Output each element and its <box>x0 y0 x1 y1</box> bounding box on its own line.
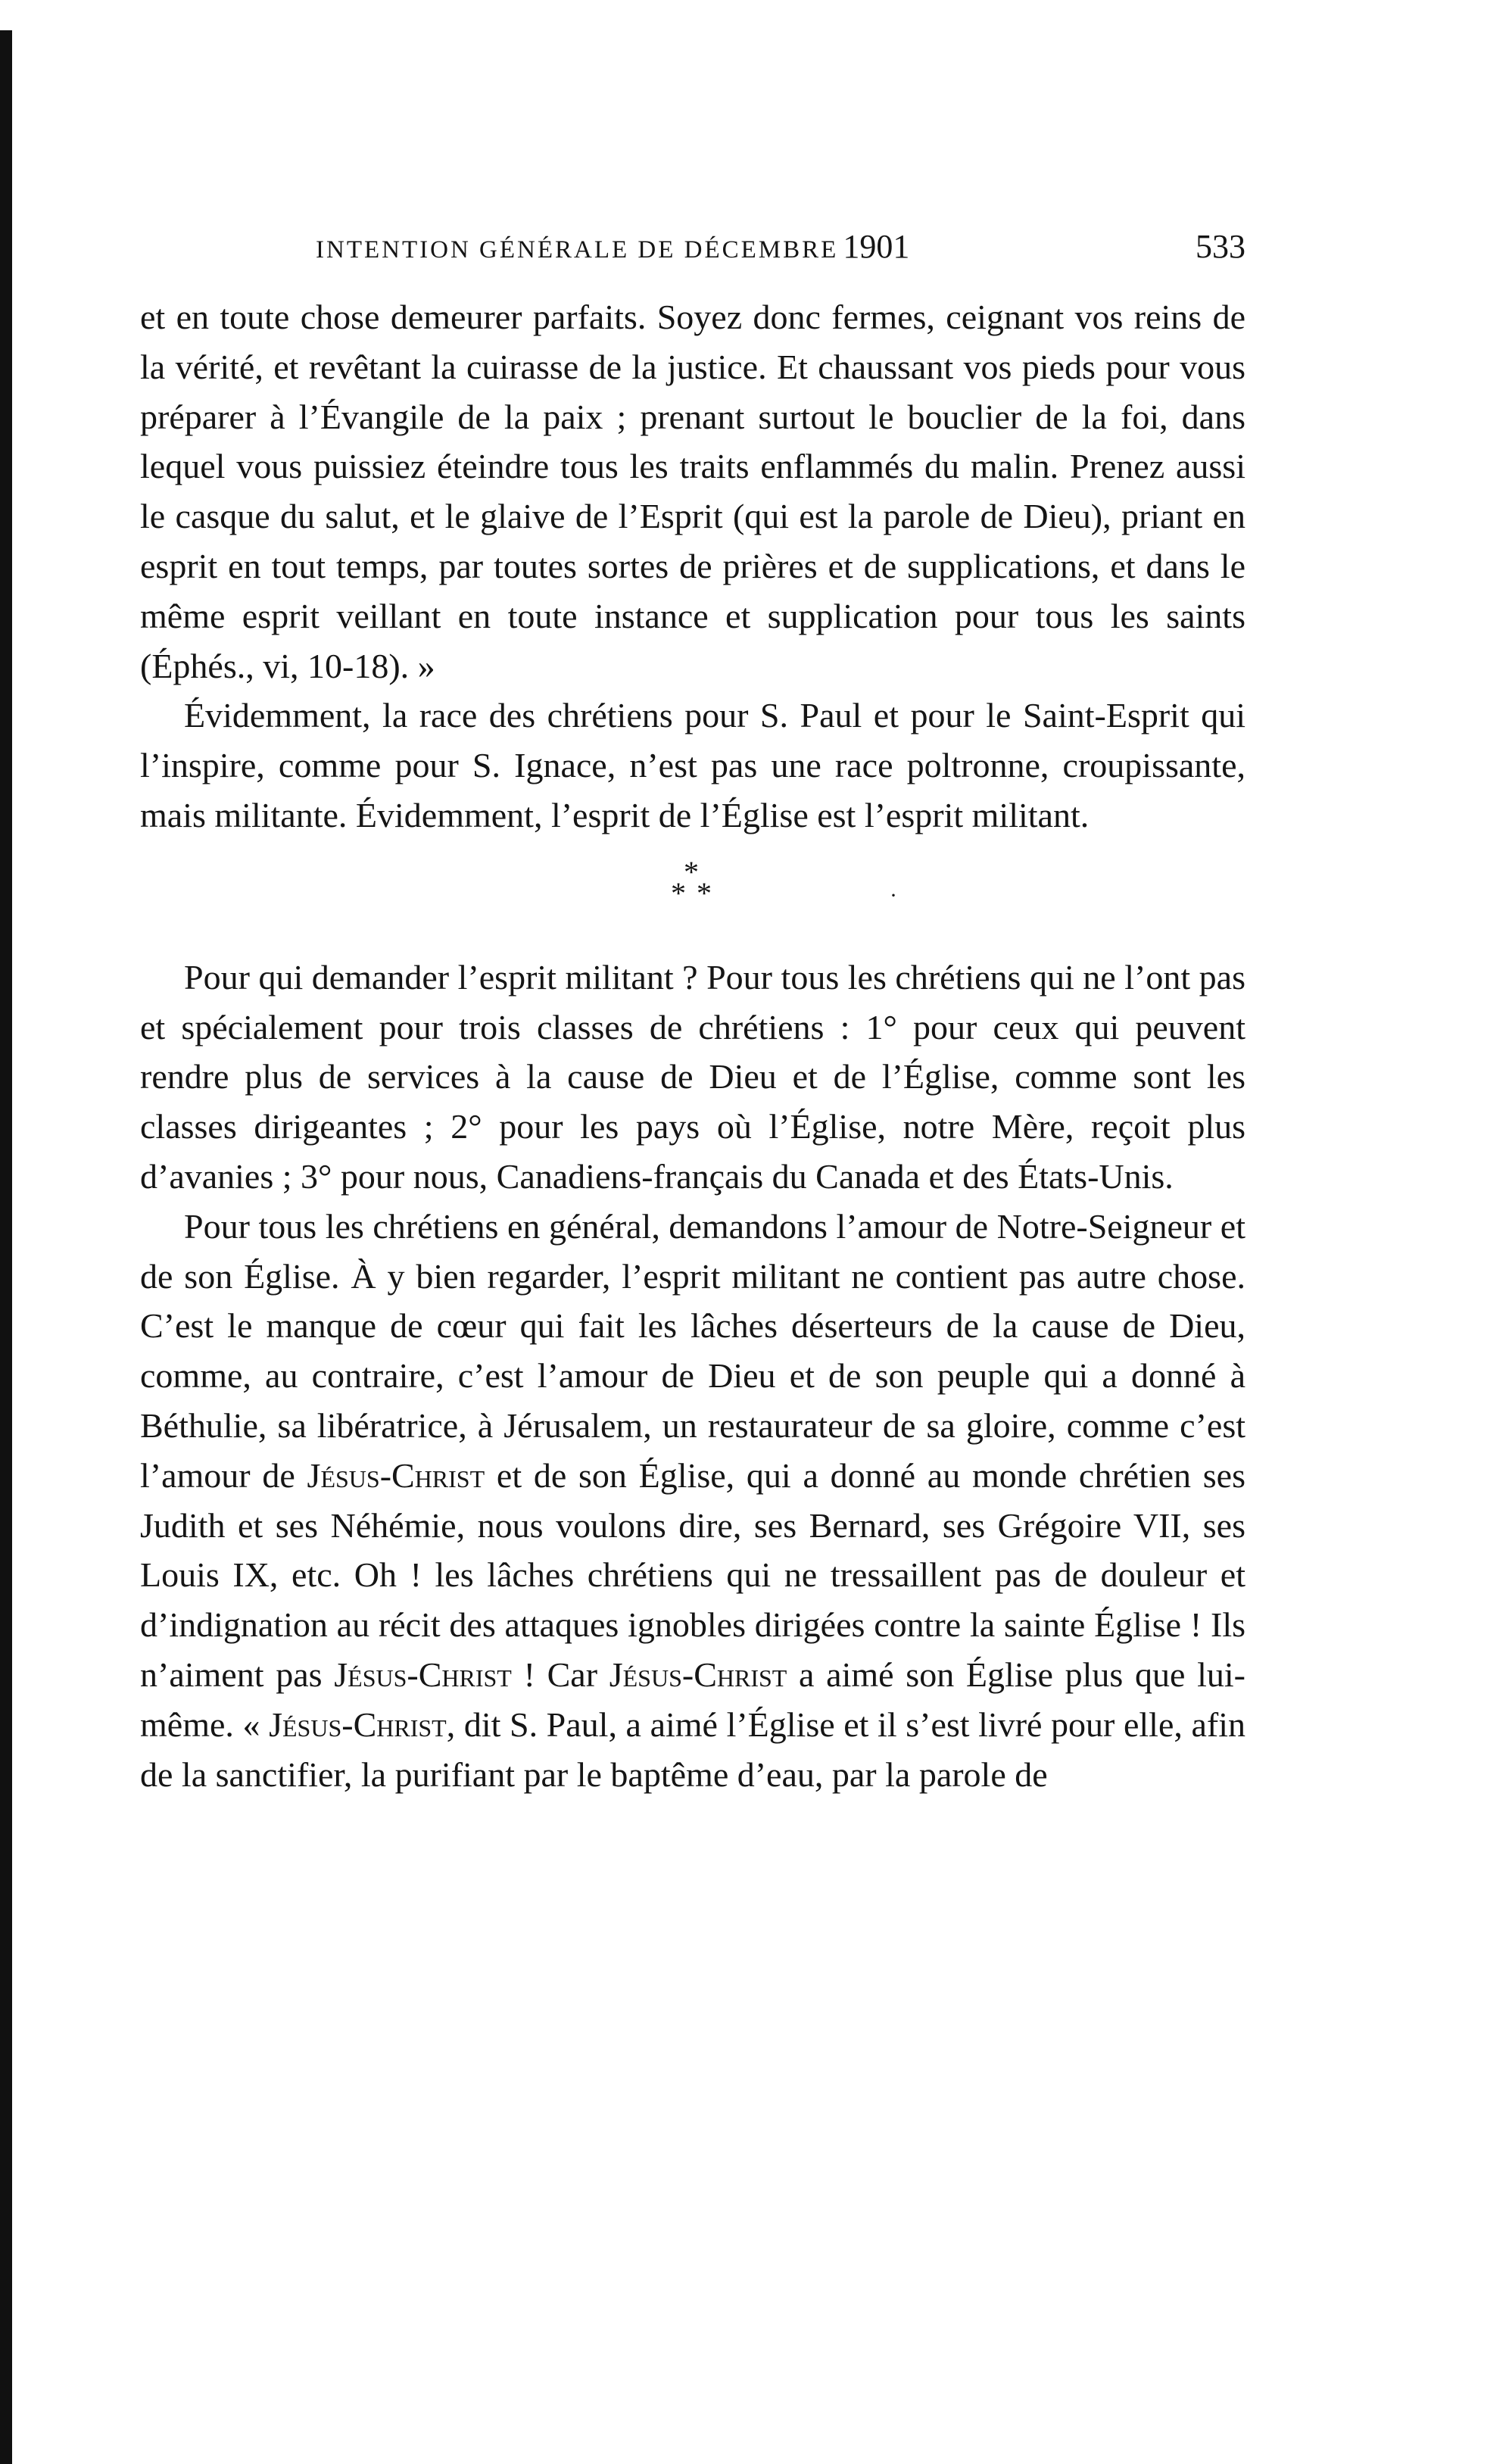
asterism-star-left: * <box>671 875 686 910</box>
text-run: et de son Église, qui a donné au monde chrétien ses Judith et ses Néhémie, nous voulons dire, ses Bernard, ses Grégoire VII, ses Louis IX, etc. Oh ! les lâches chrétiens qui ne tressaillent pas de douleur et d’indignation au récit des attaques ignobles dirigées contre la sainte Église ! Ils n’aiment pas <box>140 1455 1246 1694</box>
section-break-asterism <box>140 841 1245 953</box>
small-caps-name: Jésus-Christ <box>269 1705 447 1744</box>
paragraph: Évidemment, la race des chrétiens pour S. Paul et pour le Saint-Esprit qui l’inspire, comme pour S. Ignace, n’est pas une race poltronne, croupissante, mais militante. Évidemment, l’esprit de l’Église est l’esprit militant. <box>140 696 1245 834</box>
small-caps-name: Jésus-Christ <box>609 1655 787 1694</box>
body-text <box>140 292 1245 1799</box>
text-run: a aimé son Église plus que lui-même. « <box>140 1655 1245 1744</box>
running-title-text: INTENTION GÉNÉRALE DE DÉCEMBRE <box>316 236 839 264</box>
book-page <box>140 227 1245 1799</box>
text-run: , dit S. Paul, a aimé l’Église et il s’est livré pour elle, afin de la sanctifier, la purifiant par le baptême d’eau, par la parole de <box>140 1705 1245 1794</box>
running-title-year: 1901 <box>843 228 910 265</box>
running-title <box>140 227 909 266</box>
stray-dot: · <box>890 882 897 908</box>
text-run: ! Car <box>511 1655 609 1694</box>
paragraph: Pour qui demander l’esprit militant ? Pour tous les chrétiens qui ne l’ont pas et spécialement pour trois classes de chrétiens : 1° pour ceux qui peuvent rendre plus de services à la cause de Dieu et de l’Église, comme sont les classes dirigeantes ; 2° pour les pays où l’Église, notre Mère, reçoit plus d’avanies ; 3° pour nous, Canadiens-français du Canada et des États-Unis. <box>140 957 1245 1196</box>
small-caps-name: Jésus-Christ <box>334 1655 512 1694</box>
text-run: Pour tous les chrétiens en général, demandons l’amour de Notre-Seigneur et de son Église. À y bien regarder, l’esprit militant ne contient pas autre chose. C’est le manque de cœur qui fait les lâches déserteurs de la cause de Dieu, comme, au contraire, c’est l’amour de Dieu et de son peuple qui a donné à Béthulie, sa libératrice, à Jérusalem, un restaurateur de sa gloire, comme c’est l’amour de <box>140 1206 1245 1495</box>
running-head <box>140 227 1245 273</box>
asterism-star-top: * <box>684 854 699 889</box>
small-caps-name: Jésus-Christ <box>307 1455 485 1495</box>
page-gutter-bar <box>0 30 12 2464</box>
paragraph: et en toute chose demeurer parfaits. Soyez donc fermes, ceignant vos reins de la vérité, et revêtant la cuirasse de la justice. Et chaussant vos pieds pour vous préparer à l’Évangile de la paix ; prenant surtout le bouclier de la foi, dans lequel vous puissiez éteindre tous les traits enflammés du malin. Prenez aussi le casque du salut, et le glaive de l’Esprit (qui est la parole de Dieu), priant en esprit en tout temps, par toutes sortes de prières et de supplications, et dans le même esprit veillant en toute instance et supplication pour tous les saints (Éphés., vi, 10-18). » <box>140 298 1245 685</box>
asterism-star-right: * <box>697 875 712 910</box>
paragraph <box>140 1202 1245 1800</box>
page-number: 533 <box>1196 228 1245 265</box>
